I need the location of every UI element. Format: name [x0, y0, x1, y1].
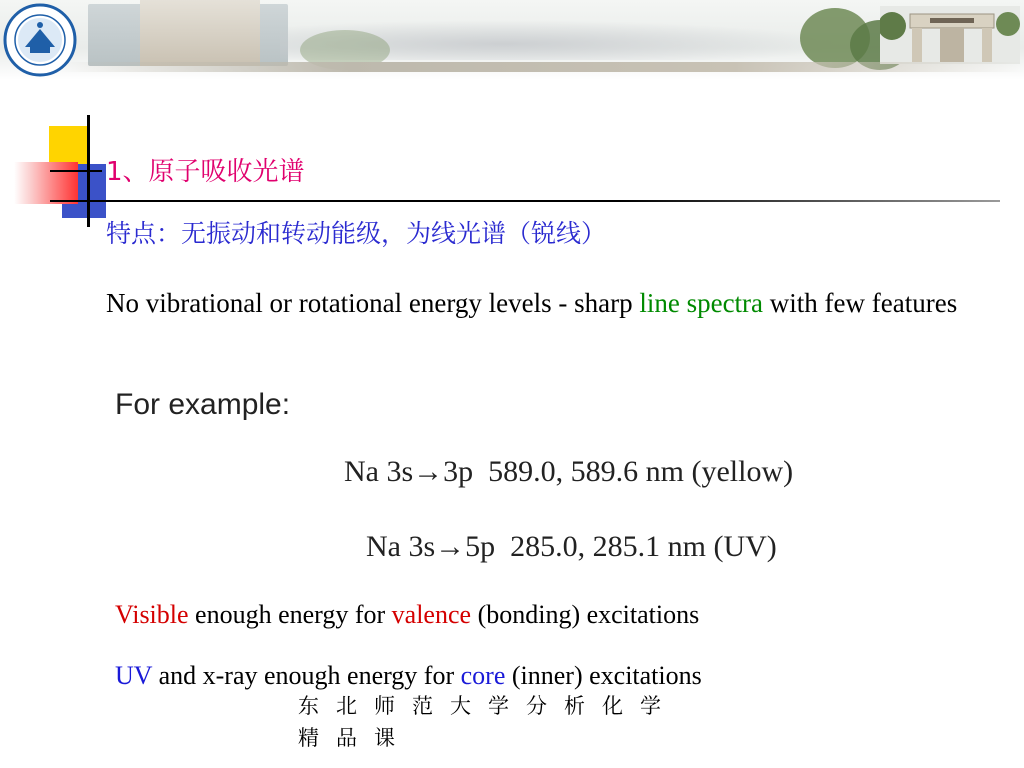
visible-end: (bonding) excitations	[471, 600, 700, 629]
uv-mid: and x-ray enough energy for	[152, 661, 461, 690]
example-label: For example:	[115, 388, 291, 421]
decorative-short-line	[50, 170, 102, 172]
visible-mid: enough energy for	[188, 600, 392, 629]
description-paragraph	[106, 272, 980, 334]
description-prefix: No vibrational or rotational energy levels - sharp	[106, 288, 640, 318]
slide-title: 1、原子吸收光谱	[106, 157, 305, 187]
header-banner	[0, 0, 1024, 80]
description-suffix: with few features	[763, 288, 958, 318]
decorative-red-gradient-bar	[14, 162, 78, 204]
footer-course-name: 东北师范大学分析化学	[298, 694, 678, 718]
valence-word: valence	[391, 600, 472, 629]
example-sodium-3p: Na 3s→3p 589.0, 589.6 nm (yellow)	[344, 455, 794, 488]
campus-gate-image	[880, 6, 1020, 64]
uv-word: UV	[115, 661, 153, 690]
uv-excitation-line	[115, 661, 702, 691]
footer-course-tag: 精品课	[298, 726, 412, 750]
banner-ground	[60, 62, 1024, 72]
university-seal-logo	[3, 3, 77, 77]
uv-end: (inner) excitations	[505, 661, 702, 690]
example-sodium-5p: Na 3s→5p 285.0, 285.1 nm (UV)	[366, 530, 777, 563]
core-word: core	[460, 661, 506, 690]
description-highlight: line spectra	[639, 288, 764, 318]
title-underline	[50, 200, 1000, 202]
campus-building-image-2	[140, 0, 260, 66]
visible-word: Visible	[115, 600, 189, 629]
slide-subtitle: 特点：无振动和转动能级，为线光谱（锐线）	[106, 219, 607, 248]
visible-excitation-line	[115, 600, 699, 630]
